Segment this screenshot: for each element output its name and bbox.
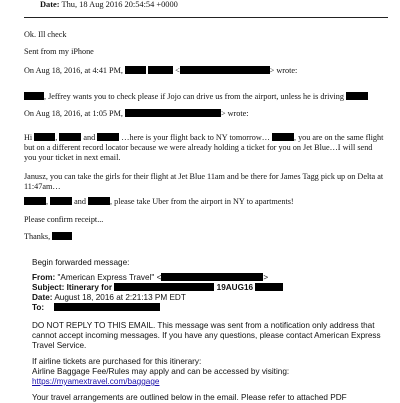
redaction bbox=[52, 232, 72, 240]
redaction bbox=[34, 133, 55, 141]
conjunction: and bbox=[83, 133, 96, 142]
greeting: Hi bbox=[24, 133, 33, 142]
email-date-header bbox=[40, 0, 394, 10]
airline-line-1: If airline tickets are purchased for this itinerary: bbox=[32, 357, 202, 366]
baggage-link[interactable]: https://myamextravel.com/baggage bbox=[32, 377, 160, 386]
subject-label: Subject: Itinerary for bbox=[32, 283, 113, 292]
notice-line-3: Travel Service. bbox=[32, 341, 87, 350]
redaction bbox=[255, 283, 283, 291]
redaction bbox=[88, 197, 110, 205]
from-value: "American Express Travel" < bbox=[57, 273, 162, 282]
redaction bbox=[346, 92, 368, 100]
redaction bbox=[148, 66, 173, 74]
from-end: > bbox=[263, 273, 269, 282]
conjunction: and bbox=[74, 197, 86, 206]
quote-header-2-text: On Aug 18, 2016, at 1:05 PM, bbox=[24, 109, 123, 118]
subject-value: 19AUG16 bbox=[216, 283, 254, 292]
redaction bbox=[125, 66, 146, 74]
quote-header-2-suffix: > wrote: bbox=[220, 109, 249, 118]
quote-header-1-suffix: > wrote: bbox=[269, 66, 298, 75]
redaction bbox=[125, 109, 221, 117]
forwarded-date-value: August 18, 2016 at 2:21:13 PM EDT bbox=[54, 293, 186, 302]
forwarded-subject bbox=[32, 283, 394, 293]
message-6-text: Thanks, bbox=[24, 232, 51, 241]
header-divider bbox=[24, 17, 388, 18]
to-label: To: bbox=[32, 303, 45, 312]
redaction bbox=[180, 66, 270, 74]
redaction bbox=[59, 133, 81, 141]
redaction bbox=[54, 303, 160, 311]
quote-header-1-text: On Aug 18, 2016, at 4:41 PM, bbox=[24, 66, 123, 75]
message-5: Please confirm receipt... bbox=[24, 215, 104, 224]
final-line: Your travel arrangements are outlined below in the email. Please refer to attached PDF bbox=[32, 393, 347, 402]
date-value: Thu, 18 Aug 2016 20:54:54 +0000 bbox=[61, 0, 178, 9]
notice-line-2: cannot accept incoming messages. If you have any questions, please contact American Express bbox=[32, 331, 381, 340]
message-2-line-2: but on a different record locator because we were already holding a ticket for you on Jet Blue…I will send bbox=[24, 143, 373, 152]
redaction bbox=[50, 197, 72, 205]
forwarded-date-label: Date: bbox=[32, 293, 53, 302]
message-1 bbox=[24, 92, 394, 102]
notice-line-1: DO NOT REPLY TO THIS EMAIL. This message was sent from a notification only address that bbox=[32, 321, 375, 330]
forwarded-to bbox=[32, 303, 394, 313]
message-2-part-2: , you are on the same flight bbox=[293, 133, 384, 142]
message-2-line-3: you your ticket in next email. bbox=[24, 153, 121, 162]
airline-line-2: Airline Baggage Fee/Rules may apply and can be accessed by visiting: bbox=[32, 367, 290, 376]
message-1-text: , Jeffrey wants you to check please if Jojo can drive us from the airport, unless he is driving bbox=[44, 92, 344, 101]
from-label: From: bbox=[32, 273, 56, 282]
message-3-line-2: 11:47am… bbox=[24, 182, 61, 191]
redaction bbox=[114, 283, 214, 291]
reply-signature: Sent from my iPhone bbox=[24, 47, 94, 56]
forwarded-intro: Begin forwarded message: bbox=[32, 258, 130, 267]
redaction bbox=[24, 92, 44, 100]
message-6 bbox=[24, 232, 394, 242]
redaction bbox=[161, 273, 263, 281]
forwarded-date bbox=[32, 293, 394, 303]
date-label: Date: bbox=[40, 0, 60, 9]
redaction bbox=[97, 133, 119, 141]
message-2-line-1: Hi , and …here is your flight back to NY tomorrow… , you are on the same flight bbox=[24, 133, 384, 142]
forwarded-from bbox=[32, 273, 394, 283]
message-4-text: , please take Uber from the airport in NY to apartments! bbox=[110, 197, 294, 206]
redaction bbox=[272, 133, 294, 141]
quote-header-2 bbox=[24, 109, 394, 119]
message-4: , and , please take Uber from the airport in NY to apartments! bbox=[24, 197, 394, 207]
quote-header-1: On Aug 18, 2016, at 4:41 PM, < > wrote: bbox=[24, 66, 298, 75]
message-2-part-1: …here is your flight back to NY tomorrow… bbox=[121, 133, 270, 142]
message-3-line-1: Janusz, you can take the girls for their flight at Jet Blue 11am and be there for James Tagg pick up on Delta at bbox=[24, 172, 384, 181]
redaction bbox=[24, 197, 46, 205]
reply-line-1: Ok. Ill check bbox=[24, 30, 67, 39]
